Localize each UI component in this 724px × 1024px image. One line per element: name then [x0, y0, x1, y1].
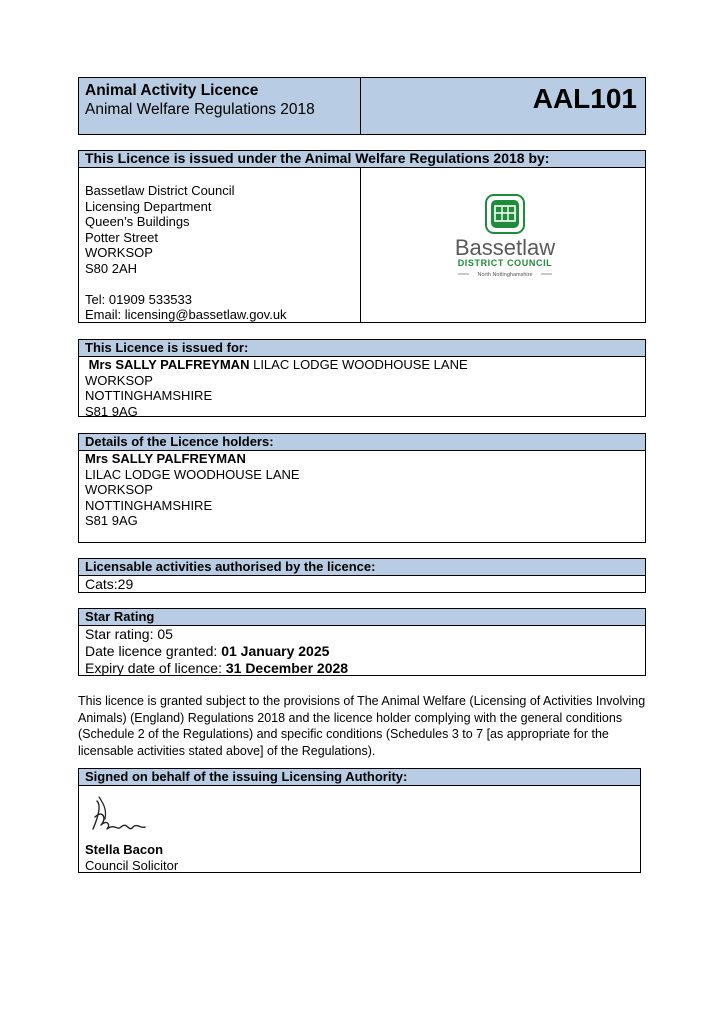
issued-for-name: Mrs SALLY PALFREYMAN	[88, 357, 250, 372]
activities-value: Cats:29	[85, 576, 134, 592]
date-granted-value: 01 January 2025	[221, 643, 330, 659]
activities-section	[78, 558, 646, 593]
issuer-address	[79, 168, 361, 323]
issued-for-header: This Licence is issued for:	[79, 340, 645, 357]
title-right-cell	[361, 78, 645, 134]
licence-holders-section	[78, 433, 646, 543]
star-rating-section	[78, 608, 646, 676]
star-rating: Star rating: 05	[85, 626, 173, 642]
signature-section	[78, 768, 641, 873]
holder-line: WORKSOP	[85, 482, 153, 497]
holder-line: NOTTINGHAMSHIRE	[85, 497, 213, 513]
expiry-date-label: Expiry date of licence:	[85, 660, 226, 676]
issuer-address-line: WORKSOP	[85, 245, 153, 260]
issued-for-line: S81 9AG	[85, 403, 138, 419]
issuer-address-line: Licensing Department	[85, 198, 212, 214]
issuer-section	[78, 150, 646, 323]
logo-region: North Nottinghamshire	[477, 272, 533, 278]
conditions-paragraph: This licence is granted subject to the provisions of The Animal Welfare (Licensing of Activities Involving Animals) (England) Regulations 2018 and the licence holder complying with the general conditions (Schedule 2 of the Regulations) and specific conditions (Schedules 3 to 7 [as appropriate for the licensable activities stated above] of the Regulations).	[78, 694, 646, 758]
holders-header: Details of the Licence holders:	[79, 434, 645, 451]
date-granted	[85, 643, 639, 660]
signed-header: Signed on behalf of the issuing Licensing Authority:	[79, 769, 640, 786]
issuer-email: Email: licensing@bassetlaw.gov.uk	[85, 307, 287, 322]
signer-title: Council Solicitor	[85, 857, 179, 873]
title-left-cell	[79, 78, 361, 134]
issuer-header: This Licence is issued under the Animal Welfare Regulations 2018 by:	[79, 151, 645, 168]
licence-subtitle: Animal Welfare Regulations 2018	[85, 101, 315, 118]
expiry-date	[85, 660, 639, 677]
bassetlaw-crest-icon	[486, 195, 524, 233]
bassetlaw-logo-icon	[361, 168, 645, 323]
issuer-address-line: Queen’s Buildings	[85, 214, 190, 229]
rating-header: Star Rating	[79, 609, 645, 626]
issuer-tel: Tel: 01909 533533	[85, 291, 192, 307]
activities-header: Licensable activities authorised by the licence:	[79, 559, 645, 576]
signer-name: Stella Bacon	[85, 842, 164, 857]
expiry-date-value: 31 December 2028	[225, 660, 349, 676]
holder-line: LILAC LODGE WOODHOUSE LANE	[85, 466, 300, 482]
licence-code: AAL101	[532, 83, 637, 114]
holder-line: S81 9AG	[85, 513, 138, 528]
licence-title-block	[78, 77, 646, 135]
issuer-address-line: Potter Street	[85, 229, 158, 245]
council-logo	[361, 168, 645, 323]
issued-for-line1	[85, 357, 639, 373]
issued-for-line: WORKSOP	[85, 372, 153, 388]
signature-image	[85, 789, 155, 839]
issuer-address-line: Bassetlaw District Council	[85, 183, 235, 198]
issuer-address-line: S80 2AH	[85, 260, 138, 276]
issued-for-address: LILAC LODGE WOODHOUSE LANE	[253, 357, 468, 372]
holder-name: Mrs SALLY PALFREYMAN	[85, 451, 246, 466]
issued-for-section	[78, 339, 646, 417]
logo-name: Bassetlaw	[454, 235, 556, 260]
issued-for-line: NOTTINGHAMSHIRE	[85, 388, 213, 403]
date-granted-label: Date licence granted:	[85, 643, 222, 659]
licence-title: Animal Activity Licence	[85, 82, 259, 99]
logo-district: DISTRICT COUNCIL	[457, 258, 553, 268]
